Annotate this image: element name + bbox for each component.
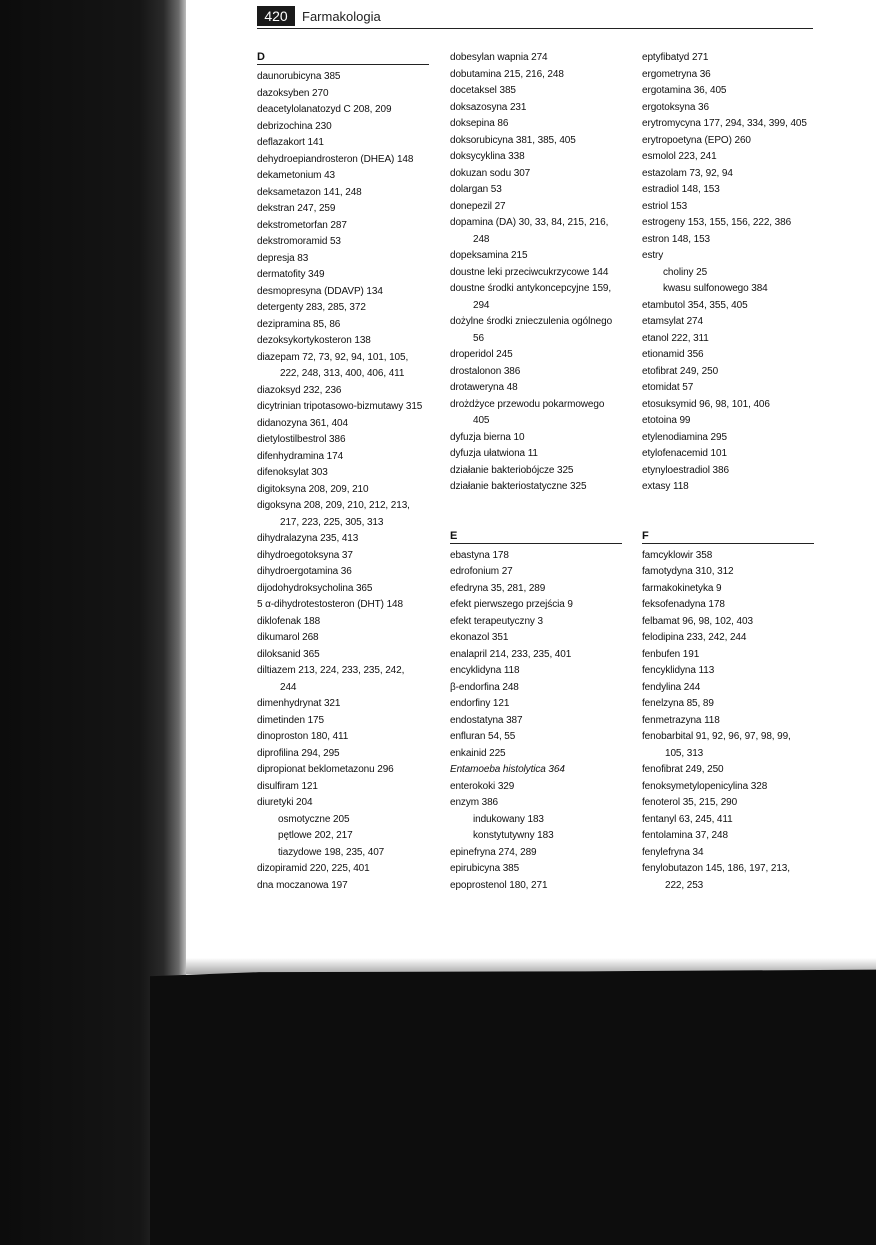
index-entry: doksycyklina 338 xyxy=(450,151,525,162)
index-subentry: tiazydowe 198, 235, 407 xyxy=(278,846,385,858)
index-entry: fenbufen 191 xyxy=(642,648,700,660)
index-entry: farmakokinetyka 9 xyxy=(642,582,722,594)
section-spacer xyxy=(642,496,822,529)
index-entry: ebastyna 178 xyxy=(450,549,509,561)
index-entry: dimenhydrynat 321 xyxy=(257,698,341,709)
index-entry: deflazakort 141 xyxy=(257,137,324,148)
section-spacer xyxy=(450,496,630,529)
index-entry: etosuksymid 96, 98, 101, 406 xyxy=(642,398,770,410)
index-entry: dazoksyben 270 xyxy=(257,87,329,99)
index-entry: etylenodiamina 295 xyxy=(642,431,727,443)
index-subentry: indukowany 183 xyxy=(473,813,544,825)
index-entry: epoprostenol 180, 271 xyxy=(450,879,548,891)
index-entry: dizopiramid 220, 225, 401 xyxy=(257,863,370,874)
index-entry: dimetinden 175 xyxy=(257,714,324,726)
index-entry: dyfuzja ułatwiona 11 xyxy=(450,448,538,459)
index-entry: esmolol 223, 241 xyxy=(642,151,717,162)
index-subentry: choliny 25 xyxy=(663,266,708,278)
index-entry: Entamoeba histolytica 364 xyxy=(450,764,565,775)
index-column-2 xyxy=(450,50,630,894)
page-number: 420 xyxy=(257,6,295,26)
index-entry-continuation: 294 xyxy=(473,299,490,311)
index-entry: estry xyxy=(642,250,664,261)
index-entry: dolargan 53 xyxy=(450,184,502,195)
index-entry: dicytrinian tripotasowo-bizmutawy 315 xyxy=(257,401,423,412)
index-entry: fenobarbital 91, 92, 96, 97, 98, 99, xyxy=(642,731,791,742)
index-subentry: osmotyczne 205 xyxy=(278,813,350,825)
index-entry: diuretyki 204 xyxy=(257,797,313,808)
index-entry: doksepina 86 xyxy=(450,118,509,129)
index-entry: fendylina 244 xyxy=(642,681,701,693)
index-entry: enkainid 225 xyxy=(450,747,506,759)
index-entry-continuation: 244 xyxy=(280,681,297,693)
index-entry: docetaksel 385 xyxy=(450,85,516,96)
index-entry: extasy 118 xyxy=(642,481,689,492)
index-entry: encyklidyna 118 xyxy=(450,665,520,676)
index-entry-continuation: 405 xyxy=(473,415,490,426)
index-entry: etofibrat 249, 250 xyxy=(642,365,719,377)
index-entry: dokuzan sodu 307 xyxy=(450,167,531,179)
scan-shadow-bottom xyxy=(150,968,876,1245)
index-entry: doustne leki przeciwcukrzycowe 144 xyxy=(450,266,609,278)
index-entry: depresja 83 xyxy=(257,252,309,264)
index-entry: dobutamina 215, 216, 248 xyxy=(450,68,564,80)
index-entry-continuation: 222, 253 xyxy=(665,879,704,891)
index-entry: enfluran 54, 55 xyxy=(450,731,516,742)
index-entry: drożdżyce przewodu pokarmowego xyxy=(450,398,605,410)
index-entry: estron 148, 153 xyxy=(642,233,710,245)
index-entry: doksazosyna 231 xyxy=(450,101,527,113)
index-entry: dermatofity 349 xyxy=(257,269,325,280)
index-entry: etambutol 354, 355, 405 xyxy=(642,299,748,311)
index-entry: etomidat 57 xyxy=(642,382,694,393)
index-entry: dopamina (DA) 30, 33, 84, 215, 216, xyxy=(450,217,609,228)
index-entry: didanozyna 361, 404 xyxy=(257,417,348,429)
index-entry-continuation: 56 xyxy=(473,332,484,344)
index-entry: digoksyna 208, 209, 210, 212, 213, xyxy=(257,500,410,511)
index-entry: fentanyl 63, 245, 411 xyxy=(642,813,733,825)
index-entry: dekametonium 43 xyxy=(257,170,335,181)
index-entry: dihydroegotoksyna 37 xyxy=(257,549,353,561)
index-entry-continuation: 248 xyxy=(473,233,490,245)
index-entry: fencyklidyna 113 xyxy=(642,665,715,676)
index-entry: fenoterol 35, 215, 290 xyxy=(642,797,738,808)
index-entry: dijodohydroksycholina 365 xyxy=(257,582,373,594)
index-entry: efedryna 35, 281, 289 xyxy=(450,582,546,594)
index-entry: estradiol 148, 153 xyxy=(642,184,720,195)
index-entry: estriol 153 xyxy=(642,200,688,212)
index-entry: enterokoki 329 xyxy=(450,780,515,792)
index-entry: ekonazol 351 xyxy=(450,632,509,643)
section-letter-heading: D xyxy=(257,50,429,65)
index-column-1 xyxy=(257,50,437,894)
index-entry: fentolamina 37, 248 xyxy=(642,830,728,841)
index-entry: efekt pierwszego przejścia 9 xyxy=(450,599,573,610)
index-entry: dekstromoramid 53 xyxy=(257,236,341,247)
index-entry: dopeksamina 215 xyxy=(450,250,528,261)
index-entry: donepezil 27 xyxy=(450,200,506,212)
index-entry: ergotoksyna 36 xyxy=(642,101,709,113)
index-entry: etionamid 356 xyxy=(642,349,704,360)
index-entry: diazepam 72, 73, 92, 94, 101, 105, xyxy=(257,351,409,363)
index-entry: etynyloestradiol 386 xyxy=(642,464,729,476)
index-entry: fenelzyna 85, 89 xyxy=(642,698,714,709)
index-entry: β-endorfina 248 xyxy=(450,681,519,693)
index-subentry: kwasu sulfonowego 384 xyxy=(663,283,768,294)
index-entry: fenylefryna 34 xyxy=(642,846,704,858)
index-entry: desmopresyna (DDAVP) 134 xyxy=(257,285,383,297)
index-entry: dożylne środki znieczulenia ogólnego xyxy=(450,316,613,327)
index-entry: 5 α-dihydrotestosteron (DHT) 148 xyxy=(257,599,403,610)
index-entry: enzym 386 xyxy=(450,797,499,808)
index-entry: digitoksyna 208, 209, 210 xyxy=(257,483,369,495)
index-entry: fenoksymetylopenicylina 328 xyxy=(642,780,768,792)
index-entry: estrogeny 153, 155, 156, 222, 386 xyxy=(642,217,792,228)
index-column-3 xyxy=(642,50,822,894)
index-entry: felodipina 233, 242, 244 xyxy=(642,632,747,643)
index-entry: felbamat 96, 98, 102, 403 xyxy=(642,615,753,627)
index-entry: diazoksyd 232, 236 xyxy=(257,384,342,396)
index-entry: dihydralazyna 235, 413 xyxy=(257,533,359,544)
index-entry: enalapril 214, 233, 235, 401 xyxy=(450,648,572,660)
index-entry: dna moczanowa 197 xyxy=(257,879,348,891)
index-entry: famcyklowir 358 xyxy=(642,549,713,561)
index-entry: drotaweryna 48 xyxy=(450,382,518,393)
index-entry: dobesylan wapnia 274 xyxy=(450,52,548,63)
index-entry: dekstrometorfan 287 xyxy=(257,219,347,231)
index-entry: dekstran 247, 259 xyxy=(257,203,336,214)
index-entry: działanie bakteriostatyczne 325 xyxy=(450,481,587,492)
index-entry: ergometryna 36 xyxy=(642,68,711,80)
index-entry: difenhydramina 174 xyxy=(257,450,344,462)
index-entry-continuation: 105, 313 xyxy=(665,747,704,759)
index-entry: etotoina 99 xyxy=(642,415,691,426)
index-entry: doustne środki antykoncepcyjne 159, xyxy=(450,283,612,294)
index-entry: feksofenadyna 178 xyxy=(642,599,725,610)
index-entry: endostatyna 387 xyxy=(450,714,523,726)
section-letter-heading: E xyxy=(450,529,622,544)
index-entry: debrizochina 230 xyxy=(257,120,332,132)
index-entry: dietylostilbestrol 386 xyxy=(257,434,346,445)
index-entry: drostalonon 386 xyxy=(450,365,521,377)
index-entry: dinoproston 180, 411 xyxy=(257,731,349,742)
index-entry: erytropoetyna (EPO) 260 xyxy=(642,134,751,146)
index-entry: efekt terapeutyczny 3 xyxy=(450,615,543,627)
index-entry: erytromycyna 177, 294, 334, 399, 405 xyxy=(642,118,807,129)
index-entry: etylofenacemid 101 xyxy=(642,448,727,459)
index-entry: dikumarol 268 xyxy=(257,632,319,643)
index-entry: estazolam 73, 92, 94 xyxy=(642,167,733,179)
index-entry: dipropionat beklometazonu 296 xyxy=(257,764,394,775)
index-entry: dezipramina 85, 86 xyxy=(257,318,341,330)
index-entry: daunorubicyna 385 xyxy=(257,71,341,82)
index-entry: diloksanid 365 xyxy=(257,648,320,660)
index-entry: dehydroepiandrosteron (DHEA) 148 xyxy=(257,153,414,165)
section-letter-heading: F xyxy=(642,529,814,544)
index-entry-continuation: 222, 248, 313, 400, 406, 411 xyxy=(280,368,405,379)
index-entry: famotydyna 310, 312 xyxy=(642,566,734,577)
page-header xyxy=(257,6,813,29)
index-entry: diprofilina 294, 295 xyxy=(257,747,340,759)
index-entry: epirubicyna 385 xyxy=(450,863,520,874)
index-entry: deacetylolanatozyd C 208, 209 xyxy=(257,104,392,115)
index-entry: fenmetrazyna 118 xyxy=(642,714,720,726)
index-entry: eptyfibatyd 271 xyxy=(642,52,709,63)
index-entry: disulfiram 121 xyxy=(257,780,318,792)
index-subentry: konstytutywny 183 xyxy=(473,830,554,841)
index-entry: fenylobutazon 145, 186, 197, 213, xyxy=(642,863,790,874)
book-title: Farmakologia xyxy=(302,9,381,24)
index-entry: epinefryna 274, 289 xyxy=(450,846,537,858)
index-entry: dyfuzja bierna 10 xyxy=(450,431,525,443)
index-entry: dihydroergotamina 36 xyxy=(257,566,352,577)
index-entry: difenoksylat 303 xyxy=(257,467,328,478)
index-entry: edrofonium 27 xyxy=(450,566,513,577)
index-entry-continuation: 217, 223, 225, 305, 313 xyxy=(280,516,384,528)
index-entry: endorfiny 121 xyxy=(450,698,510,709)
index-entry: diltiazem 213, 224, 233, 235, 242, xyxy=(257,665,405,676)
index-entry: detergenty 283, 285, 372 xyxy=(257,302,366,313)
index-entry: dezoksykortykosteron 138 xyxy=(257,335,371,346)
index-entry: deksametazon 141, 248 xyxy=(257,186,362,198)
index-entry: doksorubicyna 381, 385, 405 xyxy=(450,134,576,146)
index-entry: etanol 222, 311 xyxy=(642,332,709,344)
index-entry: ergotamina 36, 405 xyxy=(642,85,727,96)
index-entry: działanie bakteriobójcze 325 xyxy=(450,464,574,476)
index-entry: etamsylat 274 xyxy=(642,316,703,327)
index-entry: droperidol 245 xyxy=(450,349,513,360)
index-entry: diklofenak 188 xyxy=(257,615,321,627)
index-subentry: pętlowe 202, 217 xyxy=(278,830,353,841)
index-entry: fenofibrat 249, 250 xyxy=(642,764,724,775)
